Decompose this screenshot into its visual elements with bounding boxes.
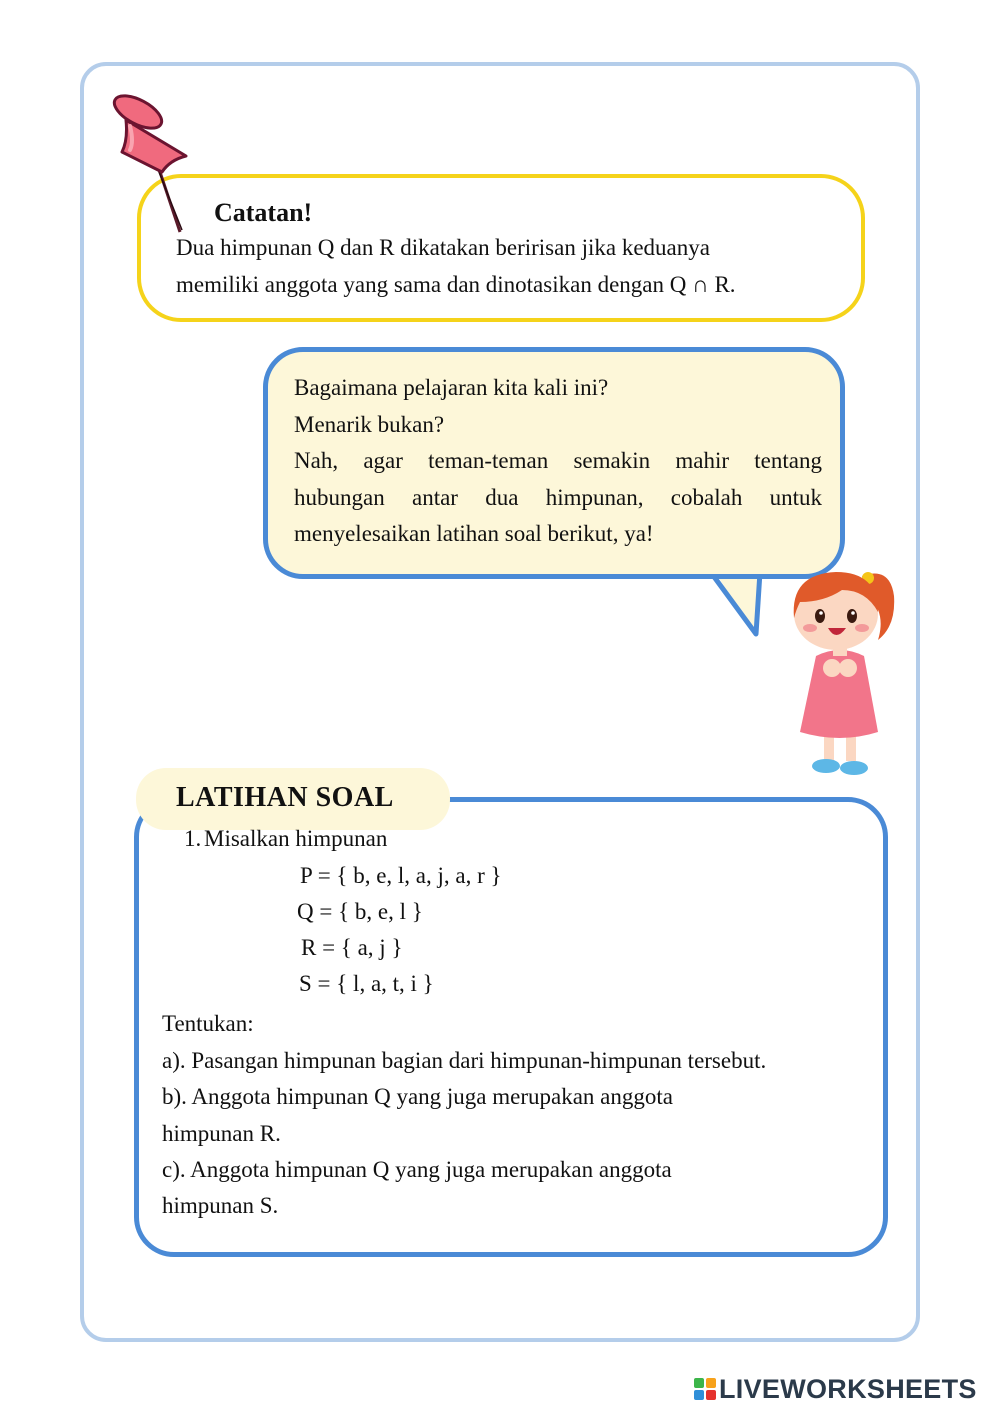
note-title: Catatan! bbox=[214, 198, 313, 227]
instruction: Tentukan: bbox=[162, 1011, 254, 1036]
bubble-line-5: menyelesaikan latihan soal berikut, ya! bbox=[294, 521, 654, 546]
item-b-line-2: himpunan R. bbox=[162, 1121, 281, 1146]
set-q: Q = { b, e, l } bbox=[297, 899, 423, 924]
girl-illustration bbox=[770, 556, 910, 781]
watermark-text: LIVEWORKSHEETS bbox=[719, 1373, 977, 1404]
bubble-line-2: Menarik bukan? bbox=[294, 411, 445, 437]
set-p: P = { b, e, l, a, j, a, r } bbox=[300, 863, 502, 888]
liveworksheets-logo-icon bbox=[694, 1378, 716, 1400]
question-number: 1. bbox=[184, 826, 202, 851]
item-c-line-2: himpunan S. bbox=[162, 1193, 279, 1218]
item-a: a). Pasangan himpunan bagian dari himpunan-himpunan tersebut. bbox=[162, 1048, 767, 1073]
set-r: R = { a, j } bbox=[301, 935, 403, 960]
item-b-line-1: b). Anggota himpunan Q yang juga merupakan anggota bbox=[162, 1084, 673, 1109]
bubble-line-3: Nah, agar teman-teman semakin mahir tentang bbox=[294, 448, 822, 473]
note-text-line-1: Dua himpunan Q dan R dikatakan beririsan jika keduanya bbox=[176, 235, 710, 260]
note-text-line-2: memiliki anggota yang sama dan dinotasikan dengan Q ∩ R. bbox=[176, 272, 736, 297]
bubble-line-4: hubungan antar dua himpunan, cobalah untuk bbox=[294, 484, 822, 510]
speech-bubble-text bbox=[294, 370, 822, 553]
set-s: S = { l, a, t, i } bbox=[299, 971, 434, 996]
exercise-title: LATIHAN SOAL bbox=[176, 782, 394, 813]
liveworksheets-watermark bbox=[694, 1374, 977, 1404]
pushpin-icon bbox=[100, 90, 200, 240]
question-intro: Misalkan himpunan bbox=[204, 826, 388, 851]
item-c-line-1: c). Anggota himpunan Q yang juga merupakan anggota bbox=[162, 1157, 672, 1182]
bubble-line-1: Bagaimana pelajaran kita kali ini? bbox=[294, 375, 609, 400]
